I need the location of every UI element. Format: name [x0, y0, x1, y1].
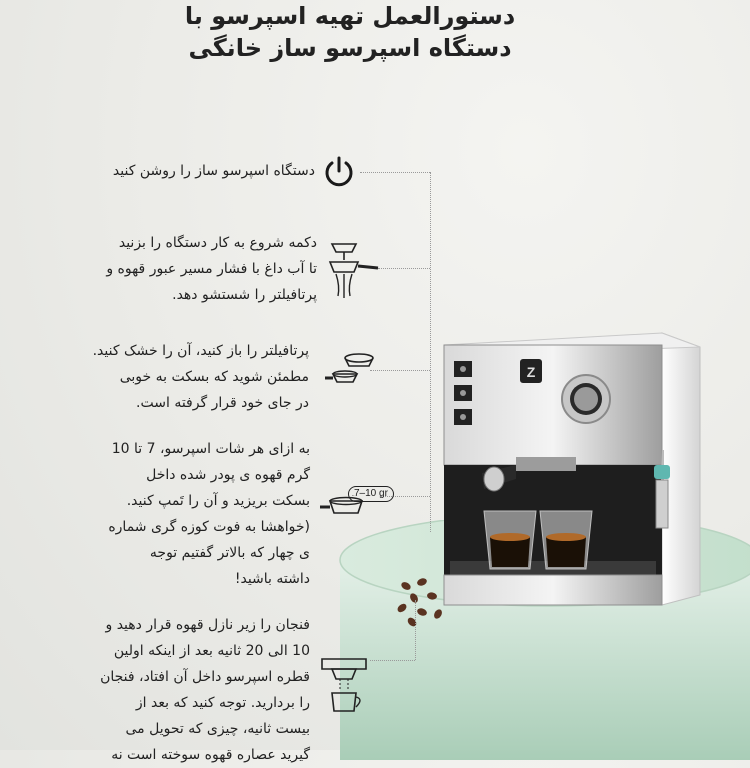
step-4-line-5: ی چهار که بالاتر گفتیم توجه [149, 545, 310, 561]
step-5-text [100, 612, 310, 768]
step-5-line-6: گیرید عصاره قهوه سوخته است نه [111, 747, 310, 763]
step-1-text [113, 158, 315, 184]
step-4-line-1: به ازای هر شات اسپرسو، 7 تا 10 [111, 441, 310, 457]
step-5-line-4: را بردارید. توجه کنید که بعد از [135, 695, 310, 711]
connector-line-1 [360, 172, 430, 173]
svg-text:Z: Z [526, 364, 536, 380]
step-2-text [106, 230, 317, 308]
step-3-line-3: در جای خود قرار گرفته است. [136, 395, 309, 411]
page-title-line-2: دستگاه اسپرسو ساز خانگی [188, 34, 512, 62]
step-4-text [108, 436, 310, 592]
step-5-line-5: بیست ثانیه، چیزی که تحویل می [125, 721, 310, 737]
portafilter-basket-icon [323, 350, 381, 390]
connector-vertical-bottom [415, 600, 416, 660]
step-5-line-1: فنجان را زیر نازل قهوه قرار دهید و [105, 617, 310, 633]
step-3-line-1: پرتافیلتر را باز کنید، آن را خشک کنید. [92, 343, 309, 359]
dose-badge: 7–10 gr [348, 486, 394, 502]
step-1-line-1: دستگاه اسپرسو ساز را روشن کنید [112, 163, 315, 179]
power-icon [323, 155, 355, 189]
step-4-line-6: داشته باشید! [234, 571, 310, 587]
connector-line-5 [370, 660, 415, 661]
portafilter-water-icon [322, 238, 380, 300]
step-4-line-2: گرم قهوه ی پودر شده داخل [146, 467, 310, 483]
page-title-line-1: دستورالعمل تهیه اسپرسو با [184, 2, 516, 30]
step-2-line-3: پرتافیلتر را شستشو دهد. [172, 287, 317, 303]
step-2-line-2: تا آب داغ با فشار مسیر عبور قهوه و [106, 261, 317, 277]
step-2-line-1: دکمه شروع به کار دستگاه را بزنید [118, 235, 317, 251]
step-4-line-4: (خواهشا به فوت کوزه گری شماره [108, 519, 310, 535]
step-3-text [93, 338, 309, 416]
portafilter-dose-icon [318, 495, 380, 523]
cup-under-nozzle-icon [318, 655, 370, 717]
step-4-line-3: بسکت بریزید و آن را تَمپ کنید. [126, 493, 310, 509]
espresso-machine-illustration [432, 325, 712, 615]
connector-vertical [430, 172, 431, 532]
step-5-line-3: قطره اسپرسو داخل آن افتاد، فنجان [100, 669, 310, 685]
step-3-line-2: مطمئن شوید که بسکت به خوبی [119, 369, 309, 385]
connector-line-2 [378, 268, 430, 269]
step-5-line-2: 10 الی 20 ثانیه بعد از اینکه اولین [113, 643, 310, 659]
